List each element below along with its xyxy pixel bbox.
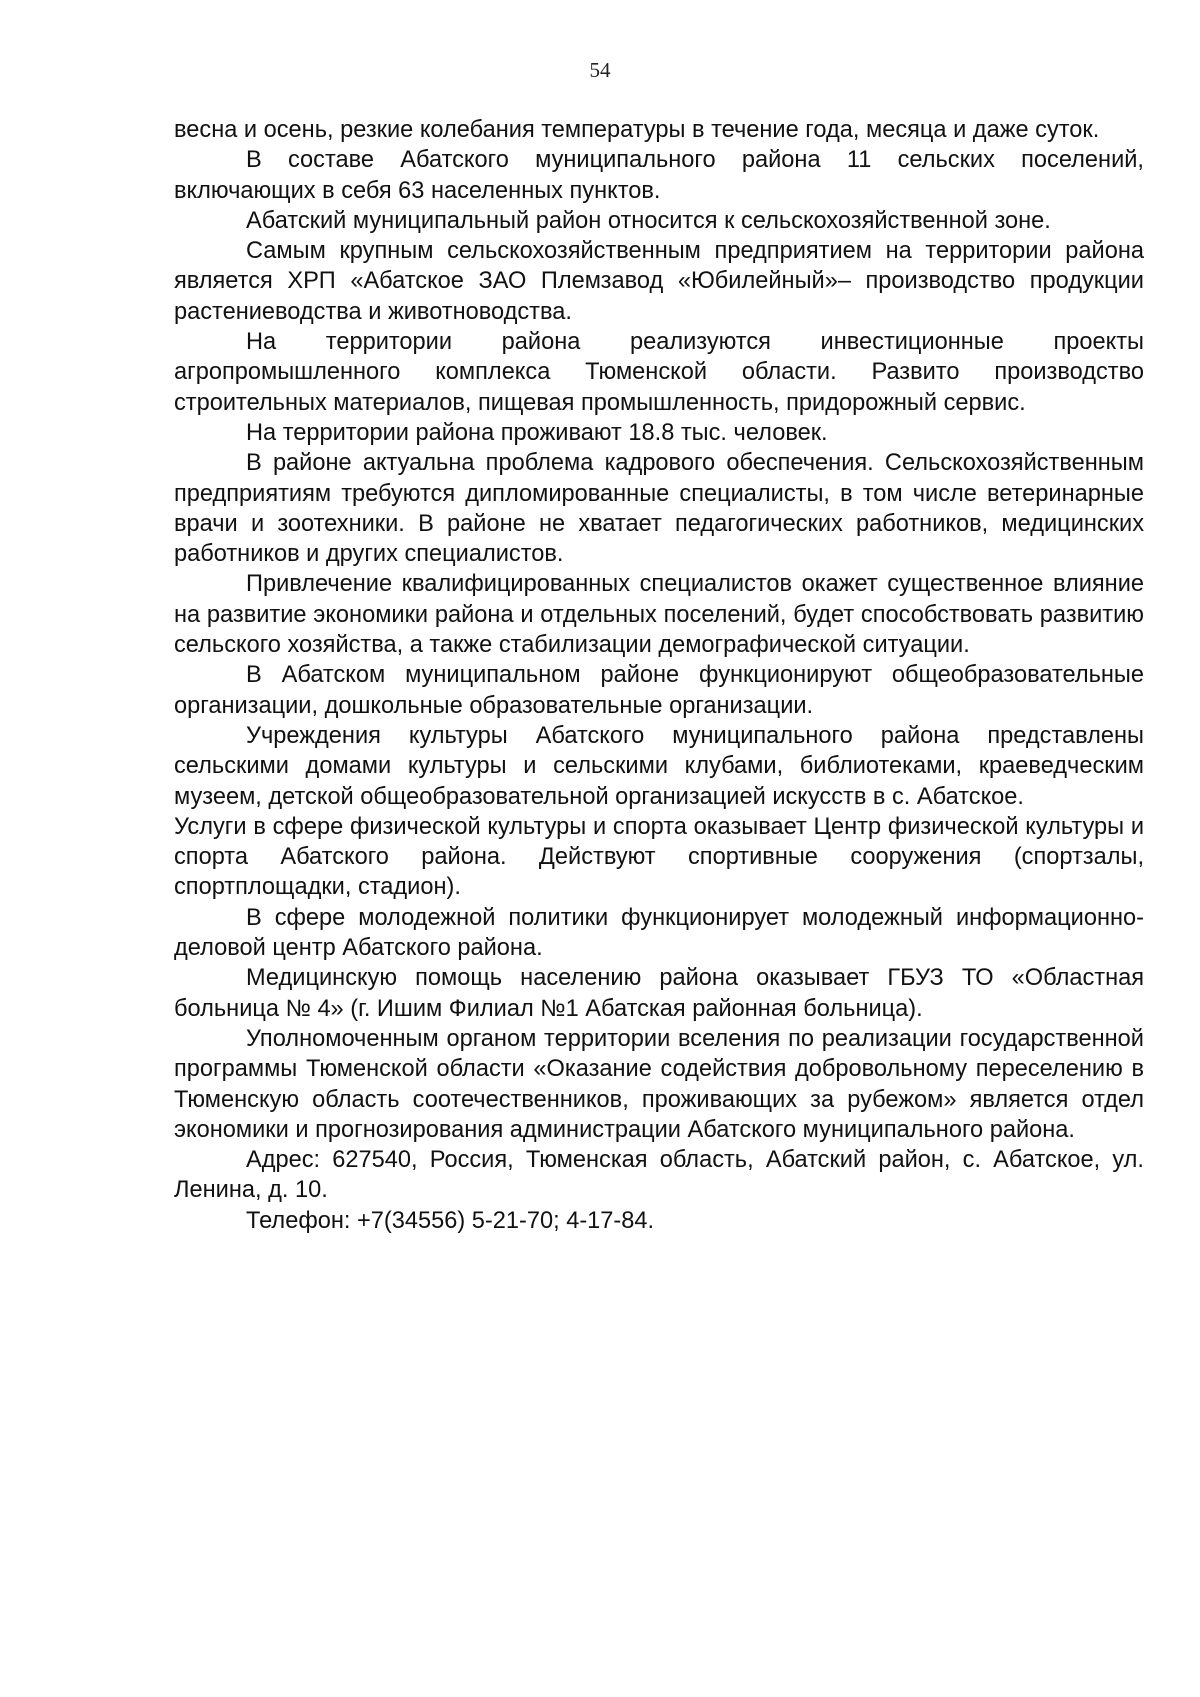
paragraph-address: Адрес: 627540, Россия, Тюменская область, Абатский район, с. Абатское, ул. Ленина, д. 10. — [174, 1147, 1144, 1204]
paragraph-education: В Абатском муниципальном районе функционируют общеобразовательные организации, дошкольные образовательные организации. — [174, 662, 1144, 719]
paragraph-culture: Учреждения культуры Абатского муниципального района представлены сельскими домами культуры и сельскими клубами, библиотеками, краеведческим музеем, детской общеобразовательной организацией искусств в с. Абатское. — [174, 722, 1144, 810]
page-number: 54 — [589, 58, 611, 82]
paragraph-agricultural-zone: Абатский муниципальный район относится к сельскохозяйственной зоне. — [246, 207, 1051, 234]
paragraph-climate-continuation: весна и осень, резкие колебания температуры в течение года, месяца и даже суток. — [174, 117, 1100, 143]
paragraph-population: На территории района проживают 18.8 тыс. человек. — [246, 419, 828, 446]
paragraph-specialists-impact: Привлечение квалифицированных специалистов окажет существенное влияние на развитие экономики района и отдельных поселений, будет способствовать развитию сельского хозяйства, а также стабилизации демографической ситуации. — [174, 571, 1144, 659]
document-body — [174, 115, 1144, 1236]
paragraph-medical-care: Медицинскую помощь населению района оказывает ГБУЗ ТО «Областная больница № 4» (г. Ишим Филиал №1 Абатская районная больница). — [174, 965, 1144, 1022]
paragraph-phone: Телефон: +7(34556) 5-21-70; 4-17-84. — [246, 1207, 655, 1234]
paragraph-sports: Услуги в сфере физической культуры и спорта оказывает Центр физической культуры и спорта Абатского района. Действуют спортивные сооружения (спортзалы, спортплощадки, стадион). — [174, 813, 1144, 901]
paragraph-staffing-problem: В районе актуальна проблема кадрового обеспечения. Сельскохозяйственным предприятиям требуются дипломированные специалисты, в том числе ветеринарные врачи и зоотехники. В районе не хватает педагогических работников, медицинских работников и других специалистов. — [174, 450, 1144, 568]
paragraph-investment-projects: На территории района реализуются инвестиционные проекты агропромышленного комплекса Тюменской области. Развито производство строительных материалов, пищевая промышленность, придорожный сервис. — [174, 329, 1144, 416]
paragraph-settlements: В составе Абатского муниципального района 11 сельских поселений, включающих в себя 63 населенных пунктов. — [174, 147, 1144, 204]
paragraph-authorized-body: Уполномоченным органом территории вселения по реализации государственной программы Тюменской области «Оказание содействия добровольному переселению в Тюменскую область соотечественников, проживающих за рубежом» является отдел экономики и прогнозирования администрации Абатского муниципального района. — [174, 1025, 1144, 1143]
paragraph-largest-enterprise: Самым крупным сельскохозяйственным предприятием на территории района является ХРП «Абатское ЗАО Племзавод «Юбилейный»– производство продукции растениеводства и животноводства. — [174, 238, 1144, 325]
paragraph-youth-policy: В сфере молодежной политики функционирует молодежный информационно-деловой центр Абатского района. — [174, 904, 1144, 962]
